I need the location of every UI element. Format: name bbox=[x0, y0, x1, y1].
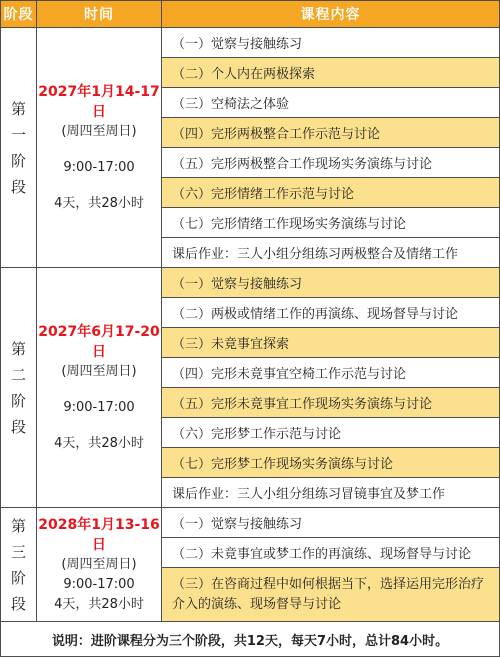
course-item: （一）觉察与接触练习 bbox=[162, 28, 500, 58]
course-item: （二）未竟事宜或梦工作的再演练、现场督导与讨论 bbox=[162, 538, 500, 568]
stage-3-duration: 4天，共28小时 bbox=[54, 596, 144, 612]
stage-2-date: 2027年6月17-20日 bbox=[38, 323, 160, 360]
course-item: （四）完形未竟事宜空椅工作示范与讨论 bbox=[162, 358, 500, 388]
course-item: （二）个人内在两极探索 bbox=[162, 58, 500, 88]
course-item: （一）觉察与接触练习 bbox=[162, 508, 500, 538]
stage-2-row-1 bbox=[1, 268, 500, 298]
course-item: （五）完形两极整合工作现场实务演练与讨论 bbox=[162, 148, 500, 178]
course-item: （四）完形两极整合工作示范与讨论 bbox=[162, 118, 500, 148]
header-row bbox=[1, 1, 500, 28]
stage-1-weekday: (周四至周日) bbox=[61, 123, 137, 139]
course-item: （三）空椅法之体验 bbox=[162, 88, 500, 118]
course-item: （七）完形梦工作现场实务演练与讨论 bbox=[162, 448, 500, 478]
stage-2-time bbox=[37, 268, 162, 508]
stage-1-hours: 9:00-17:00 bbox=[63, 159, 135, 175]
stage-3-date: 2028年1月13-16日 bbox=[38, 516, 160, 553]
homework-item: 课后作业：三人小组分组练习两极整合及情绪工作 bbox=[162, 238, 500, 268]
stage-3-weekday: (周四至周日) bbox=[61, 556, 137, 572]
stage-3-row-1 bbox=[1, 508, 500, 538]
stage-1-duration: 4天，共28小时 bbox=[54, 195, 144, 211]
course-item: （一）觉察与接触练习 bbox=[162, 268, 500, 298]
stage-1-date: 2027年1月14-17日 bbox=[38, 83, 160, 120]
homework-item: 课后作业：三人小组分组练习冒镜事宜及梦工作 bbox=[162, 478, 500, 508]
header-time: 时间 bbox=[37, 1, 162, 28]
stage-3-time bbox=[37, 508, 162, 622]
course-item: （二）两极或情绪工作的再演练、现场督导与讨论 bbox=[162, 298, 500, 328]
stage-3-hours: 9:00-17:00 bbox=[63, 576, 135, 592]
header-stage: 阶段 bbox=[1, 1, 37, 28]
stage-1-time bbox=[37, 28, 162, 268]
header-content: 课程内容 bbox=[162, 1, 500, 28]
stage-1-row-1 bbox=[1, 28, 500, 58]
course-item: （三）未竟事宜探索 bbox=[162, 328, 500, 358]
stage-2-duration: 4天，共28小时 bbox=[54, 435, 144, 451]
stage-1-label: 第 一 阶 段 bbox=[1, 28, 37, 268]
stage-2-weekday: (周四至周日) bbox=[61, 363, 137, 379]
stage-3-label: 第 三 阶 段 bbox=[1, 508, 37, 622]
course-item: （三）在咨商过程中如何根据当下，选择运用完形治疗介入的演练、现场督导与讨论 bbox=[162, 568, 500, 622]
course-item: （五）完形未竟事宜工作现场实务演练与讨论 bbox=[162, 388, 500, 418]
stage-2-hours: 9:00-17:00 bbox=[63, 399, 135, 415]
course-item: （六）完形梦工作示范与讨论 bbox=[162, 418, 500, 448]
stage-2-label: 第 二 阶 段 bbox=[1, 268, 37, 508]
footnote: 说明：进阶课程分为三个阶段，共12天，每天7小时，总计84小时。 bbox=[1, 622, 500, 657]
course-item: （六）完形情绪工作示范与讨论 bbox=[162, 178, 500, 208]
course-item: （七）完形情绪工作现场实务演练与讨论 bbox=[162, 208, 500, 238]
